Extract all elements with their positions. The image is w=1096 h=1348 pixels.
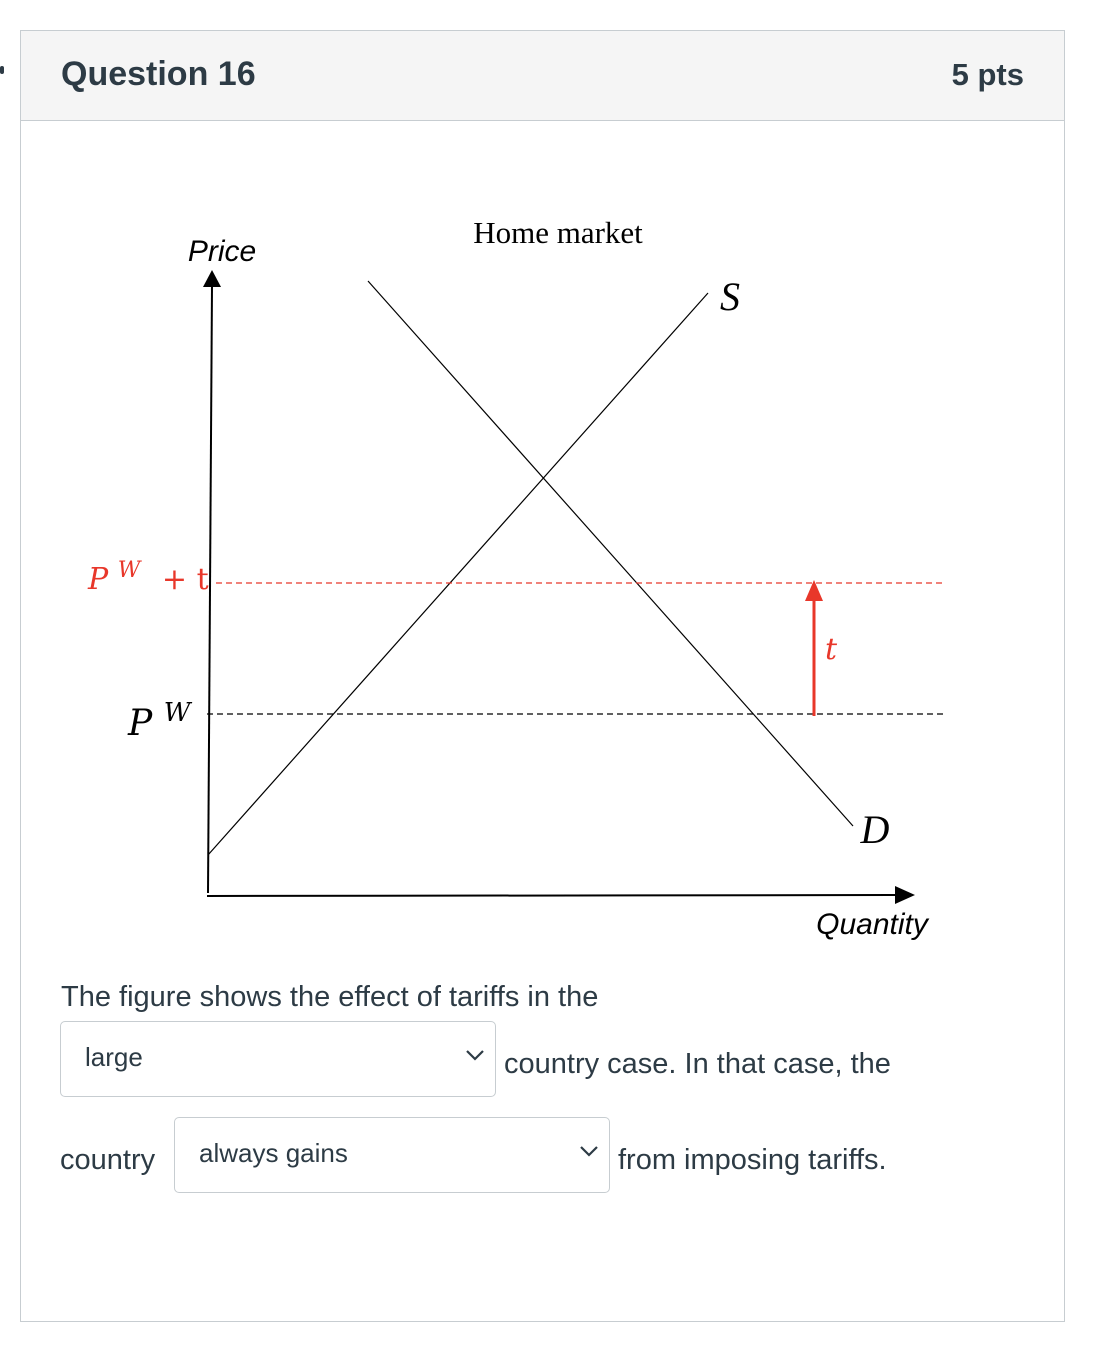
x-axis (207, 895, 896, 896)
chart-title: Home market (473, 215, 643, 250)
tariff-label: t (824, 632, 838, 667)
question-text-line3-before: country (60, 1144, 156, 1176)
tariff-price-label-base: P (88, 562, 109, 597)
tariff-price-label-suffix: + t (161, 562, 209, 597)
chevron-down-icon (579, 1144, 599, 1158)
y-axis-arrowhead (203, 270, 221, 287)
tariff-price-label (87, 550, 209, 597)
x-axis-arrowhead (895, 886, 915, 904)
country-size-select-value: large (85, 1042, 143, 1072)
demand-label: D (860, 807, 890, 852)
question-text-line1: The figure shows the effect of tariffs in the (61, 981, 599, 1013)
question-points: 5 pts (951, 57, 1024, 92)
world-price-label (127, 698, 193, 744)
x-axis-label: Quantity (816, 908, 928, 941)
world-price-label-sup: W (163, 698, 191, 728)
y-axis-label: Price (187, 235, 257, 268)
gains-select[interactable] (174, 1117, 610, 1193)
tariff-price-label-sup: W (117, 558, 141, 583)
world-price-label-base: P (128, 703, 153, 744)
supply-curve (208, 293, 708, 855)
country-size-select[interactable] (60, 1021, 496, 1097)
demand-curve (368, 281, 853, 826)
question-title: Question 16 (61, 55, 256, 93)
supply-label: S (720, 274, 740, 319)
question-text-line3-after: from imposing tariffs. (618, 1144, 887, 1176)
question-text-line2: country case. In that case, the (504, 1048, 891, 1080)
gains-select-value: always gains (199, 1138, 348, 1168)
chevron-down-icon (465, 1048, 485, 1062)
